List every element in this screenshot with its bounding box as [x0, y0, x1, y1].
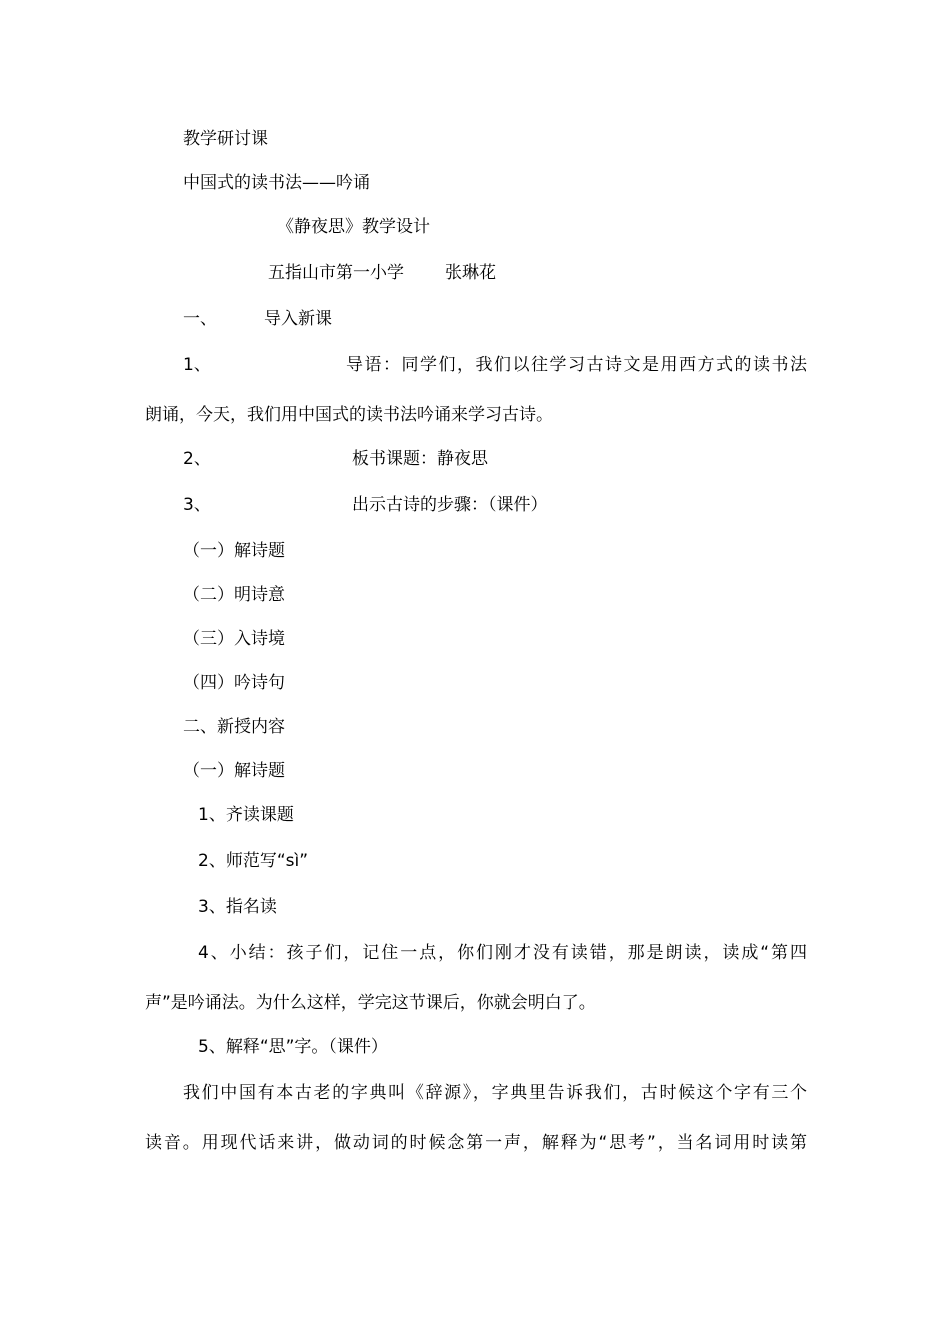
list-item-1: 1、齐读课题: [198, 805, 294, 825]
heading-title: 中国式的读书法——吟诵: [183, 173, 370, 193]
item-3-text: 出示古诗的步骤：（课件）: [352, 495, 548, 515]
heading-seminar: 教学研讨课: [183, 129, 268, 149]
subsection-1-title: （一）解诗题: [183, 761, 285, 781]
list-item-5: 5、解释“思”字。（课件）: [198, 1037, 388, 1057]
step-2: （二）明诗意: [183, 585, 285, 605]
author-school: 五指山市第一小学: [268, 263, 404, 283]
item-2-number: 2、: [183, 449, 211, 469]
step-1: （一）解诗题: [183, 541, 285, 561]
heading-subtitle: 《静夜思》教学设计: [277, 217, 430, 237]
paragraph-line-2: 读音。用现代话来讲，做动词的时候念第一声，解释为“思考”，当名词用时读第: [145, 1133, 807, 1153]
step-3: （三）入诗境: [183, 629, 285, 649]
list-item-4: 4、小结：孩子们，记住一点，你们刚才没有读错，那是朗读，读成“第四: [198, 943, 807, 963]
section-1-number: 一、: [183, 309, 217, 329]
section-1-title: 导入新课: [264, 309, 332, 329]
list-item-4-continuation: 声”是吟诵法。为什么这样，学完这节课后，你就会明白了。: [145, 993, 596, 1013]
item-2-text: 板书课题：静夜思: [352, 449, 488, 469]
item-3-number: 3、: [183, 495, 211, 515]
list-item-3: 3、指名读: [198, 897, 277, 917]
section-2-title: 二、新授内容: [183, 717, 285, 737]
author-name: 张琳花: [445, 263, 496, 283]
list-item-2: 2、师范写“sì”: [198, 851, 309, 871]
step-4: （四）吟诗句: [183, 673, 285, 693]
paragraph-line-1: 我们中国有本古老的字典叫《辞源》，字典里告诉我们，古时候这个字有三个: [183, 1083, 807, 1103]
item-1-number: 1、: [183, 355, 211, 375]
item-1-text: 导语：同学们，我们以往学习古诗文是用西方式的读书法: [346, 355, 807, 375]
item-1-continuation: 朗诵，今天，我们用中国式的读书法吟诵来学习古诗。: [145, 405, 553, 425]
